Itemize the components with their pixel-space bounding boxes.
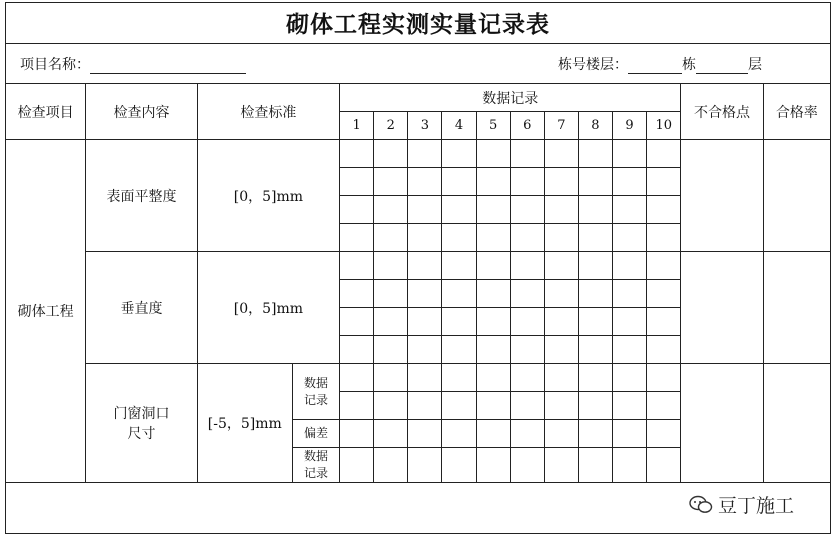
- data-cell[interactable]: [442, 168, 476, 196]
- data-cell[interactable]: [442, 280, 476, 308]
- data-cell[interactable]: [340, 420, 374, 448]
- data-cell[interactable]: [647, 308, 681, 336]
- data-row: [6, 364, 831, 392]
- data-cell[interactable]: [408, 196, 442, 224]
- data-cell[interactable]: [578, 168, 612, 196]
- data-cell[interactable]: [408, 168, 442, 196]
- data-cell[interactable]: [476, 392, 510, 420]
- data-cell[interactable]: [442, 252, 476, 280]
- data-row: [6, 140, 831, 168]
- data-cell[interactable]: [476, 420, 510, 448]
- column-number: 1: [340, 112, 374, 140]
- data-cell[interactable]: [578, 252, 612, 280]
- standard-flatness: [0，5]mm: [197, 140, 339, 252]
- data-cell[interactable]: [544, 364, 578, 392]
- data-cell[interactable]: [613, 224, 647, 252]
- data-cell[interactable]: [340, 364, 374, 392]
- data-cell[interactable]: [510, 168, 544, 196]
- data-cell[interactable]: [374, 392, 408, 420]
- data-cell[interactable]: [578, 140, 612, 168]
- data-cell[interactable]: [578, 364, 612, 392]
- data-cell[interactable]: [340, 392, 374, 420]
- page-title: 砌体工程实测实量记录表: [5, 2, 831, 44]
- sub-label-deviation: 偏差: [292, 420, 339, 448]
- data-cell[interactable]: [340, 448, 374, 483]
- data-cell[interactable]: [442, 308, 476, 336]
- data-cell[interactable]: [647, 168, 681, 196]
- watermark-text: 豆丁施工: [718, 495, 795, 517]
- data-cell[interactable]: [442, 420, 476, 448]
- watermark: [686, 491, 797, 518]
- data-cell[interactable]: [613, 448, 647, 483]
- column-number: 3: [408, 112, 442, 140]
- data-cell[interactable]: [647, 448, 681, 483]
- data-cell[interactable]: [476, 280, 510, 308]
- check-item-cell: 砌体工程: [6, 140, 86, 483]
- data-cell[interactable]: [374, 308, 408, 336]
- unqualified-cell[interactable]: [681, 364, 763, 483]
- data-cell[interactable]: [578, 392, 612, 420]
- data-cell[interactable]: [442, 392, 476, 420]
- sub-label-record: [292, 364, 339, 420]
- data-cell[interactable]: [408, 140, 442, 168]
- data-cell[interactable]: [442, 448, 476, 483]
- header-check-content: 检查内容: [86, 84, 197, 140]
- data-cell[interactable]: [578, 224, 612, 252]
- data-cell[interactable]: [476, 224, 510, 252]
- building-field[interactable]: [628, 59, 682, 74]
- floor-unit: 层: [748, 57, 762, 73]
- data-cell[interactable]: [544, 420, 578, 448]
- data-cell[interactable]: [544, 336, 578, 364]
- sub-label-record: [292, 448, 339, 483]
- project-name-label: 项目名称：: [20, 57, 90, 73]
- data-cell[interactable]: [408, 364, 442, 392]
- data-cell[interactable]: [613, 364, 647, 392]
- data-cell[interactable]: [442, 140, 476, 168]
- data-cell[interactable]: [613, 168, 647, 196]
- data-cell[interactable]: [647, 224, 681, 252]
- data-cell[interactable]: [476, 364, 510, 392]
- data-cell[interactable]: [544, 224, 578, 252]
- data-cell[interactable]: [408, 252, 442, 280]
- data-cell[interactable]: [340, 196, 374, 224]
- data-cell[interactable]: [544, 308, 578, 336]
- data-cell[interactable]: [613, 280, 647, 308]
- data-cell[interactable]: [476, 196, 510, 224]
- data-cell[interactable]: [544, 252, 578, 280]
- project-name-field[interactable]: [90, 59, 246, 74]
- data-cell[interactable]: [510, 364, 544, 392]
- data-cell[interactable]: [408, 280, 442, 308]
- data-cell[interactable]: [578, 448, 612, 483]
- data-cell[interactable]: [442, 224, 476, 252]
- floor-field[interactable]: [696, 59, 748, 74]
- data-cell[interactable]: [340, 168, 374, 196]
- column-number: 7: [544, 112, 578, 140]
- header-check-item: 检查项目: [6, 84, 86, 140]
- data-cell[interactable]: [510, 420, 544, 448]
- record-table: [5, 83, 831, 483]
- standard-opening-size: [-5，5]mm: [197, 364, 292, 483]
- building-floor-label: 栋号楼层：: [558, 57, 628, 73]
- column-number: 4: [442, 112, 476, 140]
- sub-label-record-line1: 数据: [304, 449, 329, 463]
- data-cell[interactable]: [374, 420, 408, 448]
- column-number: 10: [647, 112, 681, 140]
- data-cell[interactable]: [647, 336, 681, 364]
- data-cell[interactable]: [647, 196, 681, 224]
- data-cell[interactable]: [374, 140, 408, 168]
- pass-rate-cell[interactable]: [763, 252, 830, 364]
- data-cell[interactable]: [340, 224, 374, 252]
- data-cell[interactable]: [647, 420, 681, 448]
- content-verticality: 垂直度: [86, 252, 197, 364]
- data-cell[interactable]: [476, 336, 510, 364]
- data-row: [6, 252, 831, 280]
- data-cell[interactable]: [374, 364, 408, 392]
- content-opening-size: [86, 364, 197, 483]
- data-cell[interactable]: [544, 168, 578, 196]
- data-cell[interactable]: [510, 280, 544, 308]
- data-cell[interactable]: [408, 448, 442, 483]
- data-cell[interactable]: [510, 140, 544, 168]
- data-cell[interactable]: [510, 224, 544, 252]
- data-cell[interactable]: [613, 196, 647, 224]
- data-cell[interactable]: [374, 196, 408, 224]
- data-cell[interactable]: [578, 196, 612, 224]
- wechat-bubble-icon: [689, 495, 713, 515]
- data-cell[interactable]: [408, 392, 442, 420]
- column-number: 9: [613, 112, 647, 140]
- data-cell[interactable]: [442, 196, 476, 224]
- content-opening-line2: 尺寸: [127, 426, 156, 442]
- data-cell[interactable]: [578, 420, 612, 448]
- content-flatness: 表面平整度: [86, 140, 197, 252]
- pass-rate-cell[interactable]: [763, 364, 830, 483]
- data-cell[interactable]: [510, 196, 544, 224]
- data-cell[interactable]: [613, 420, 647, 448]
- data-cell[interactable]: [408, 224, 442, 252]
- content-opening-line1: 门窗洞口: [113, 406, 170, 422]
- data-cell[interactable]: [374, 336, 408, 364]
- data-cell[interactable]: [442, 364, 476, 392]
- data-cell[interactable]: [408, 420, 442, 448]
- data-cell[interactable]: [374, 224, 408, 252]
- header-pass-rate: 合格率: [763, 84, 830, 140]
- data-cell[interactable]: [340, 140, 374, 168]
- building-floor-row: [558, 54, 762, 74]
- data-cell[interactable]: [647, 280, 681, 308]
- data-cell[interactable]: [578, 308, 612, 336]
- data-cell[interactable]: [613, 392, 647, 420]
- data-cell[interactable]: [374, 252, 408, 280]
- data-cell[interactable]: [544, 280, 578, 308]
- data-cell[interactable]: [510, 336, 544, 364]
- data-cell[interactable]: [476, 168, 510, 196]
- sub-label-record-line2: 记录: [304, 466, 329, 480]
- pass-rate-cell[interactable]: [763, 140, 830, 252]
- data-cell[interactable]: [613, 308, 647, 336]
- data-cell[interactable]: [442, 336, 476, 364]
- data-cell[interactable]: [340, 252, 374, 280]
- data-cell[interactable]: [510, 448, 544, 483]
- data-cell[interactable]: [578, 336, 612, 364]
- data-cell[interactable]: [613, 140, 647, 168]
- data-cell[interactable]: [510, 308, 544, 336]
- sub-label-record-line2: 记录: [304, 392, 329, 407]
- data-cell[interactable]: [544, 196, 578, 224]
- data-cell[interactable]: [476, 448, 510, 483]
- data-cell[interactable]: [578, 280, 612, 308]
- data-cell[interactable]: [613, 252, 647, 280]
- data-cell[interactable]: [340, 308, 374, 336]
- data-cell[interactable]: [340, 280, 374, 308]
- unqualified-cell[interactable]: [681, 140, 763, 252]
- data-cell[interactable]: [374, 280, 408, 308]
- header-check-standard: 检查标准: [197, 84, 339, 140]
- data-cell[interactable]: [613, 336, 647, 364]
- data-cell[interactable]: [476, 308, 510, 336]
- data-cell[interactable]: [476, 252, 510, 280]
- data-cell[interactable]: [647, 140, 681, 168]
- header-data-record: 数据记录: [340, 84, 681, 112]
- data-cell[interactable]: [374, 448, 408, 483]
- data-cell[interactable]: [544, 448, 578, 483]
- data-cell[interactable]: [476, 140, 510, 168]
- data-cell[interactable]: [647, 252, 681, 280]
- data-cell[interactable]: [408, 336, 442, 364]
- unqualified-cell[interactable]: [681, 252, 763, 364]
- column-number: 2: [374, 112, 408, 140]
- standard-verticality: [0，5]mm: [197, 252, 339, 364]
- building-unit: 栋: [682, 57, 696, 73]
- data-cell[interactable]: [340, 336, 374, 364]
- column-number: 5: [476, 112, 510, 140]
- column-number: 6: [510, 112, 544, 140]
- data-cell[interactable]: [544, 140, 578, 168]
- sub-label-record-line1: 数据: [304, 375, 329, 390]
- project-name-row: [20, 54, 246, 74]
- data-cell[interactable]: [374, 168, 408, 196]
- column-number: 8: [578, 112, 612, 140]
- data-cell[interactable]: [510, 252, 544, 280]
- data-cell[interactable]: [544, 392, 578, 420]
- data-cell[interactable]: [510, 392, 544, 420]
- data-cell[interactable]: [647, 392, 681, 420]
- data-cell[interactable]: [647, 364, 681, 392]
- data-cell[interactable]: [408, 308, 442, 336]
- header-unqualified: 不合格点: [681, 84, 763, 140]
